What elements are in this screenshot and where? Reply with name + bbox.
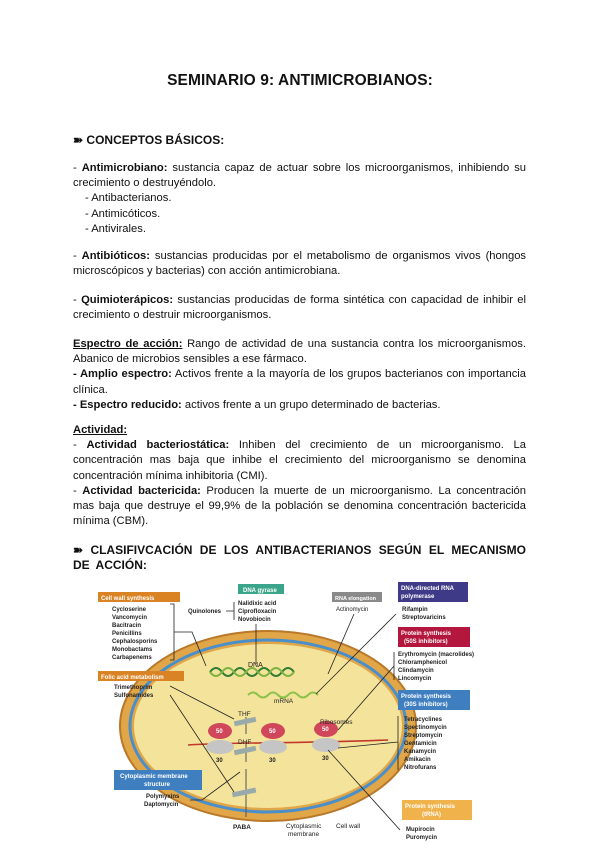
label-ribosomes: Ribosomes xyxy=(320,719,353,726)
term-quimioterapicos: Quimioterápicos: xyxy=(81,294,174,306)
list-item: - Antivirales. xyxy=(85,222,146,235)
svg-text:Nitrofurans: Nitrofurans xyxy=(404,765,437,771)
def-espectro: Rango de actividad de una sustancia contra los microorganismos. Abanico de microbios sensibles a ese fármaco. xyxy=(73,338,526,366)
drug-label: Streptovaricins xyxy=(402,615,446,621)
label-dna: DNA xyxy=(248,662,263,669)
box-label: Folic acid metabolism xyxy=(101,675,164,681)
drug-label: Clindamycin xyxy=(398,668,434,674)
drug-label: Actinomycin xyxy=(336,607,369,613)
svg-text:Vancomycin: Vancomycin xyxy=(112,615,148,621)
section-heading-conceptos xyxy=(73,133,224,147)
box-label: DNA-directed RNA xyxy=(401,586,455,592)
label-membrane: membrane xyxy=(288,831,320,838)
paragraph-antimicrobiano: - Antimicrobiano: sustancia capaz de actuar sobre los microorganismos, inhibiendo su crecimiento o destruyéndolo. - Antibacterianos. - Antimicóticos. - Antivirales. xyxy=(73,161,526,237)
box-label: Protein synthesis xyxy=(401,631,452,637)
label-50s: 50 xyxy=(269,729,276,735)
bactericida-line: - Actividad bactericida: Producen la muerte de un microorganismo. La concentración mas baja que destruye el 99,9% de la población se denomina concentración bactericida mínima (CBM). xyxy=(73,484,527,528)
svg-text:Gentamicin: Gentamicin xyxy=(404,741,437,747)
box-label: (tRNA) xyxy=(422,812,441,818)
section-heading-text: CLASIFIVCACIÓN DE LOS ANTIBACTERIANOS SEGÚN EL MECANISMO DE ACCIÓN: xyxy=(73,543,526,572)
term-antimicrobiano: Antimicrobiano: xyxy=(81,162,168,174)
drug-label: Sulfonamides xyxy=(114,693,154,699)
svg-text:Penicillins: Penicillins xyxy=(112,631,142,637)
label-30s: 30 xyxy=(269,758,276,764)
amplio-espectro-line: - Amplio espectro: Activos frente a la mayoría de los grupos bacterianos con importancia clínica. xyxy=(73,368,526,396)
drug-label: Nalidixic acid xyxy=(238,601,277,607)
list-item: - Antimicóticos. xyxy=(85,207,161,220)
box-label: Cell wall synthesis xyxy=(101,596,155,602)
drug-label: Novobiocin xyxy=(238,617,271,623)
paragraph-antibioticos: - Antibióticos: sustancias producidas por el metabolismo de organismos vivos (hongos microscópicos y bacterias) con acción antimicrobiana. xyxy=(73,250,527,278)
protein-30s-drug-list xyxy=(404,717,447,771)
label-dhf: DHF xyxy=(238,739,252,746)
box-label: structure xyxy=(144,782,171,788)
svg-text:Bacitracin: Bacitracin xyxy=(112,623,142,629)
actividad-heading: Actividad: xyxy=(73,424,128,436)
term-antibioticos: Antibióticos: xyxy=(81,250,150,262)
page-title: SEMINARIO 9: ANTIMICROBIANOS: xyxy=(167,72,433,89)
drug-label: Mupirocin xyxy=(406,827,435,833)
espectro-reducido-line: - Espectro reducido: activos frente a un grupo determinado de bacterias. xyxy=(73,398,441,411)
paragraph-quimioterapicos: - Quimioterápicos: sustancias producidas de forma sintética con capacidad de inhibir el crecimiento o destruir microorganismos. xyxy=(73,294,527,322)
box-label: Protein synthesis xyxy=(401,694,452,700)
label-thf: THF xyxy=(238,711,251,718)
svg-text:Amikacin: Amikacin xyxy=(404,757,431,763)
svg-text:Carbapenems: Carbapenems xyxy=(112,655,152,661)
cell-wall-drug-list xyxy=(112,607,158,661)
box-label: DNA gyrase xyxy=(243,588,277,594)
label-30s: 30 xyxy=(322,756,329,762)
label-cytoplasmic: Cytoplasmic xyxy=(286,823,322,830)
drug-label: Lincomycin xyxy=(398,676,432,682)
paragraph-actividad xyxy=(73,423,526,529)
label-paba: PABA xyxy=(233,824,251,831)
drug-label: Daptomycin xyxy=(144,802,179,808)
svg-text:Spectinomycin: Spectinomycin xyxy=(404,725,447,731)
section-heading-clasificacion xyxy=(73,543,526,573)
label-50s: 50 xyxy=(216,729,223,735)
box-label: Protein synthesis xyxy=(405,804,456,810)
section-heading-text: CONCEPTOS BÁSICOS: xyxy=(86,133,225,147)
drug-label: Chloramphenicol xyxy=(398,660,448,666)
def-antibioticos: sustancias producidas por el metabolismo de organismos vivos (hongos microscópicos y bacterias) con acción antimicrobiana. xyxy=(73,250,527,278)
label-50s: 50 xyxy=(322,727,329,733)
label-cell-wall: Cell wall xyxy=(336,823,361,830)
arrow-bullet-icon: ➽ xyxy=(73,133,84,147)
drug-label: Erythromycin (macrolides) xyxy=(398,652,475,658)
svg-text:Monobactams: Monobactams xyxy=(112,647,153,653)
label-30s: 30 xyxy=(216,758,223,764)
box-label: (50S inhibitors) xyxy=(404,639,448,645)
paragraph-espectro xyxy=(73,337,526,413)
antibacterial-mechanism-diagram xyxy=(88,574,513,846)
drug-label: Rifampin xyxy=(402,607,428,613)
def-quimioterapicos: sustancias producidas de forma sintética con capacidad de inhibir el crecimiento o destruir microorganismos. xyxy=(73,294,527,322)
list-item: - Antibacterianos. xyxy=(85,192,172,205)
bacteriostatica-line: - Actividad bacteriostática: Inhiben del crecimiento de un microorganismo. La concentración mas baja que inhibe el crecimiento del microorganismo se denomina concentración mínima inhibitoria (CMI). xyxy=(73,439,526,482)
svg-text:Streptomycin: Streptomycin xyxy=(404,733,443,739)
term-espectro: Espectro de acción: xyxy=(73,338,183,350)
label-mrna: mRNA xyxy=(274,698,294,705)
drug-label: Ciprofloxacin xyxy=(238,609,277,615)
svg-text:Cycloserine: Cycloserine xyxy=(112,607,147,613)
box-label: Cytoplasmic membrane xyxy=(120,774,188,780)
box-label: polymerase xyxy=(401,594,435,600)
def-antimicrobiano: sustancia capaz de actuar sobre los microorganismos, inhibiendo su crecimiento o destruyéndolo. xyxy=(73,162,527,190)
drug-label: Trimethoprim xyxy=(114,685,153,691)
drug-label: Puromycin xyxy=(406,835,438,841)
drug-label: Polymyxins xyxy=(146,794,180,800)
box-label: (30S inhibitors) xyxy=(404,702,448,708)
drug-label: Quinolones xyxy=(188,609,221,615)
svg-text:Kanamycin: Kanamycin xyxy=(404,749,437,755)
svg-text:Cephalosporins: Cephalosporins xyxy=(112,639,158,645)
arrow-bullet-icon: ➽ xyxy=(73,543,84,557)
svg-text:Tetracyclines: Tetracyclines xyxy=(404,717,442,723)
box-label: RNA elongation xyxy=(335,596,377,602)
